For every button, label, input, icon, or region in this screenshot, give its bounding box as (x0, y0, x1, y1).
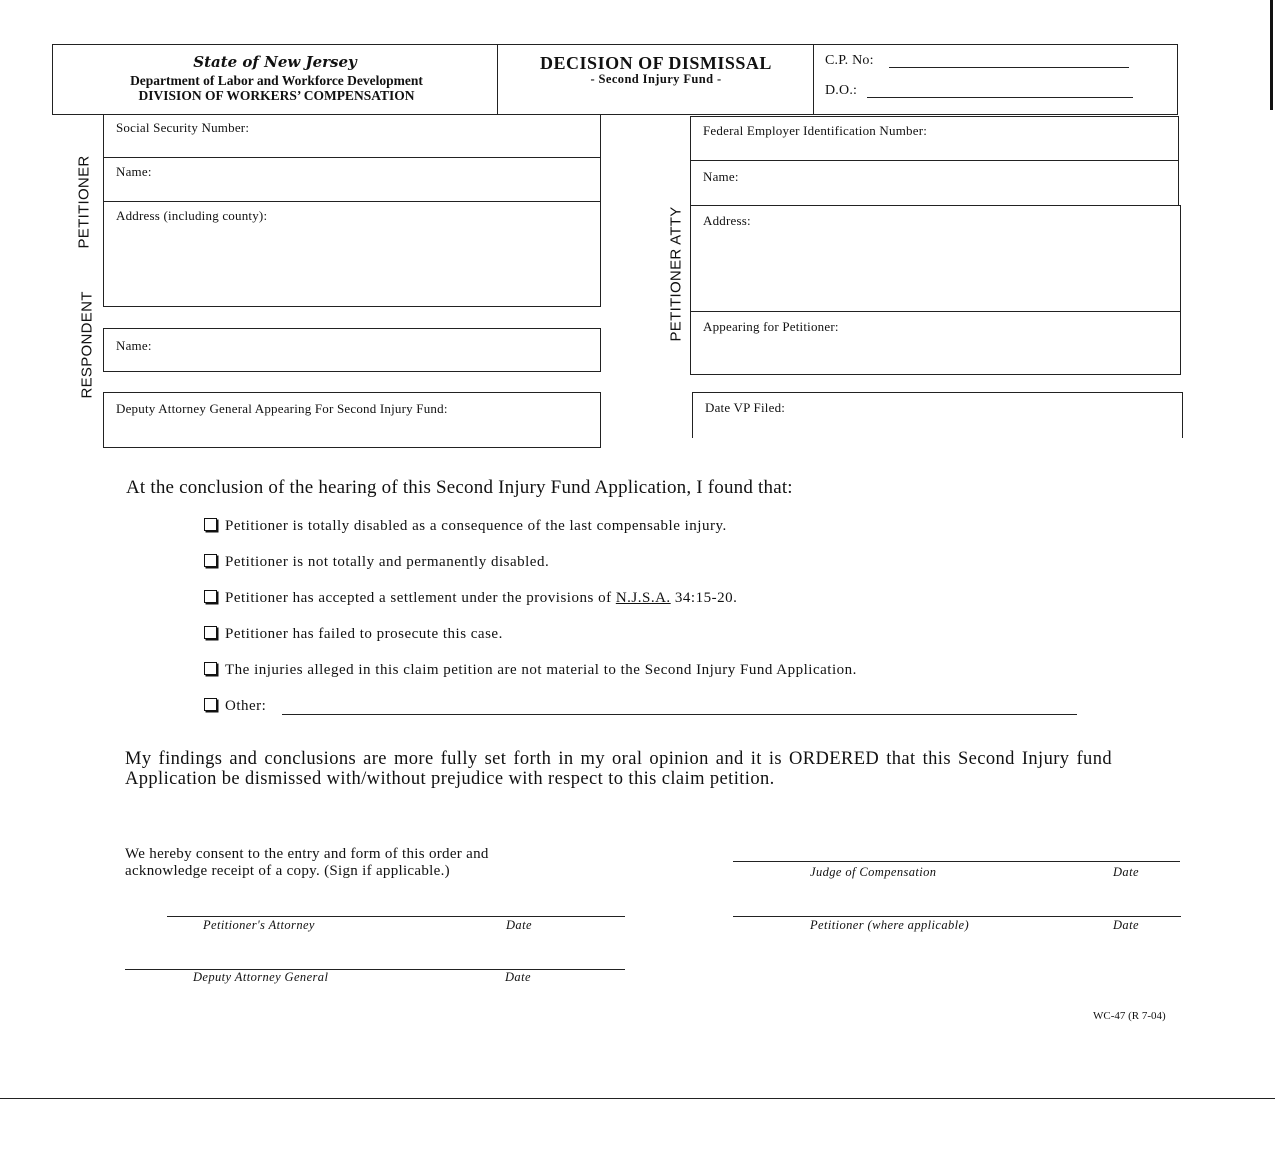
date-vp-filed-label: Date VP Filed: (705, 400, 786, 415)
findings-intro: At the conclusion of the hearing of this Second Injury Fund Application, I found that: (126, 477, 793, 498)
judge-date-label: Date (1113, 865, 1139, 879)
option-totally-disabled[interactable] (204, 518, 727, 535)
division-name: DIVISION OF WORKERS’ COMPENSATION (138, 88, 415, 103)
checkbox[interactable] (204, 662, 217, 675)
appearing-for-petitioner-field[interactable] (690, 311, 1181, 375)
deputy-ag-label: Deputy Attorney General Appearing For Second Injury Fund: (116, 401, 448, 416)
scan-edge-mark (1270, 0, 1273, 110)
judge-label: Judge of Compensation (810, 865, 937, 879)
petitioner-label: Petitioner (where applicable) (810, 918, 970, 932)
state-name: State of New Jersey (193, 53, 357, 71)
respondent-side-label: RESPONDENT (78, 291, 96, 399)
option-label: Other: (225, 698, 267, 714)
header-top-line (52, 44, 1178, 45)
checkbox[interactable] (204, 518, 217, 531)
do-label: D.O.: (825, 83, 858, 98)
consent-line-2: acknowledge receipt of a copy. (Sign if applicable.) (125, 863, 450, 879)
atty-address-field[interactable] (690, 205, 1181, 312)
deputy-ag-field[interactable] (103, 392, 601, 448)
petitioner-atty-side-label: PETITIONER ATTY (667, 206, 685, 342)
order-paragraph: My findings and conclusions are more fully set forth in my oral opinion and it is ORDERED that this Second Injury fund Application be dismissed with/without prejudice with respect to this claim petition. (125, 749, 1112, 789)
petitioner-name-label: Name: (116, 164, 152, 179)
checkbox[interactable] (204, 554, 217, 567)
petitioner-address-label: Address (including county): (116, 208, 268, 223)
statute-section: 34:15-20. (674, 590, 738, 606)
appearing-for-petitioner-label: Appearing for Petitioner: (703, 319, 839, 334)
petitioner-side-label: PETITIONER (75, 155, 93, 249)
header-divider-1 (497, 44, 498, 115)
option-not-totally-disabled[interactable] (204, 554, 549, 571)
form-subtitle: - Second Injury Fund - (590, 72, 722, 86)
ssn-field[interactable] (103, 114, 601, 158)
option-label: Petitioner has failed to prosecute this case. (225, 626, 503, 642)
fein-label: Federal Employer Identification Number: (703, 123, 928, 138)
form-number: WC-47 (R 7-04) (1093, 1010, 1166, 1022)
checkbox[interactable] (204, 590, 217, 603)
option-failed-to-prosecute[interactable] (204, 626, 503, 643)
date-vp-filed-field[interactable] (692, 392, 1183, 438)
ssn-label: Social Security Number: (116, 120, 250, 135)
do-field[interactable] (867, 97, 1133, 98)
option-injuries-not-material[interactable] (204, 662, 857, 679)
header-divider-left (52, 44, 53, 115)
checkbox[interactable] (204, 698, 217, 711)
option-accepted-settlement[interactable] (204, 590, 737, 607)
header-divider-2 (813, 44, 814, 115)
form-title: DECISION OF DISMISSAL (540, 53, 772, 73)
other-input-line[interactable] (282, 714, 1077, 715)
deputy-ag-signature-label: Deputy Attorney General (193, 970, 329, 984)
petitioner-address-field[interactable] (103, 201, 601, 307)
statute-reference: N.J.S.A. (615, 590, 671, 606)
atty-name-label: Name: (703, 169, 739, 184)
petitioners-attorney-date-label: Date (506, 918, 532, 932)
option-label: The injuries alleged in this claim petition are not material to the Second Injury Fund Application. (225, 662, 857, 678)
fein-field[interactable] (690, 116, 1179, 161)
petitioner-signature-line[interactable] (733, 916, 1181, 917)
atty-name-field[interactable] (690, 160, 1179, 206)
header-divider-right (1177, 44, 1178, 115)
respondent-name-label: Name: (116, 338, 152, 353)
consent-line-1: We hereby consent to the entry and form of this order and (125, 846, 489, 862)
deputy-ag-date-label: Date (505, 970, 531, 984)
petitioner-date-label: Date (1113, 918, 1139, 932)
page-bottom-edge (0, 1098, 1275, 1099)
judge-signature-line[interactable] (733, 861, 1180, 862)
department-name: Department of Labor and Workforce Development (130, 73, 423, 88)
petitioner-name-field[interactable] (103, 157, 601, 202)
option-label: Petitioner has accepted a settlement under the provisions of (225, 590, 612, 606)
option-label: Petitioner is not totally and permanently disabled. (225, 554, 550, 570)
option-other[interactable] (204, 698, 266, 715)
option-label: Petitioner is totally disabled as a consequence of the last compensable injury. (225, 518, 727, 534)
cp-no-field[interactable] (889, 67, 1129, 68)
checkbox[interactable] (204, 626, 217, 639)
state-seal-text (55, 53, 495, 72)
petitioners-attorney-label: Petitioner's Attorney (203, 918, 315, 932)
cp-no-label: C.P. No: (825, 53, 874, 68)
respondent-name-field[interactable] (103, 328, 601, 372)
atty-address-label: Address: (703, 213, 751, 228)
petitioners-attorney-signature-line[interactable] (167, 916, 625, 917)
